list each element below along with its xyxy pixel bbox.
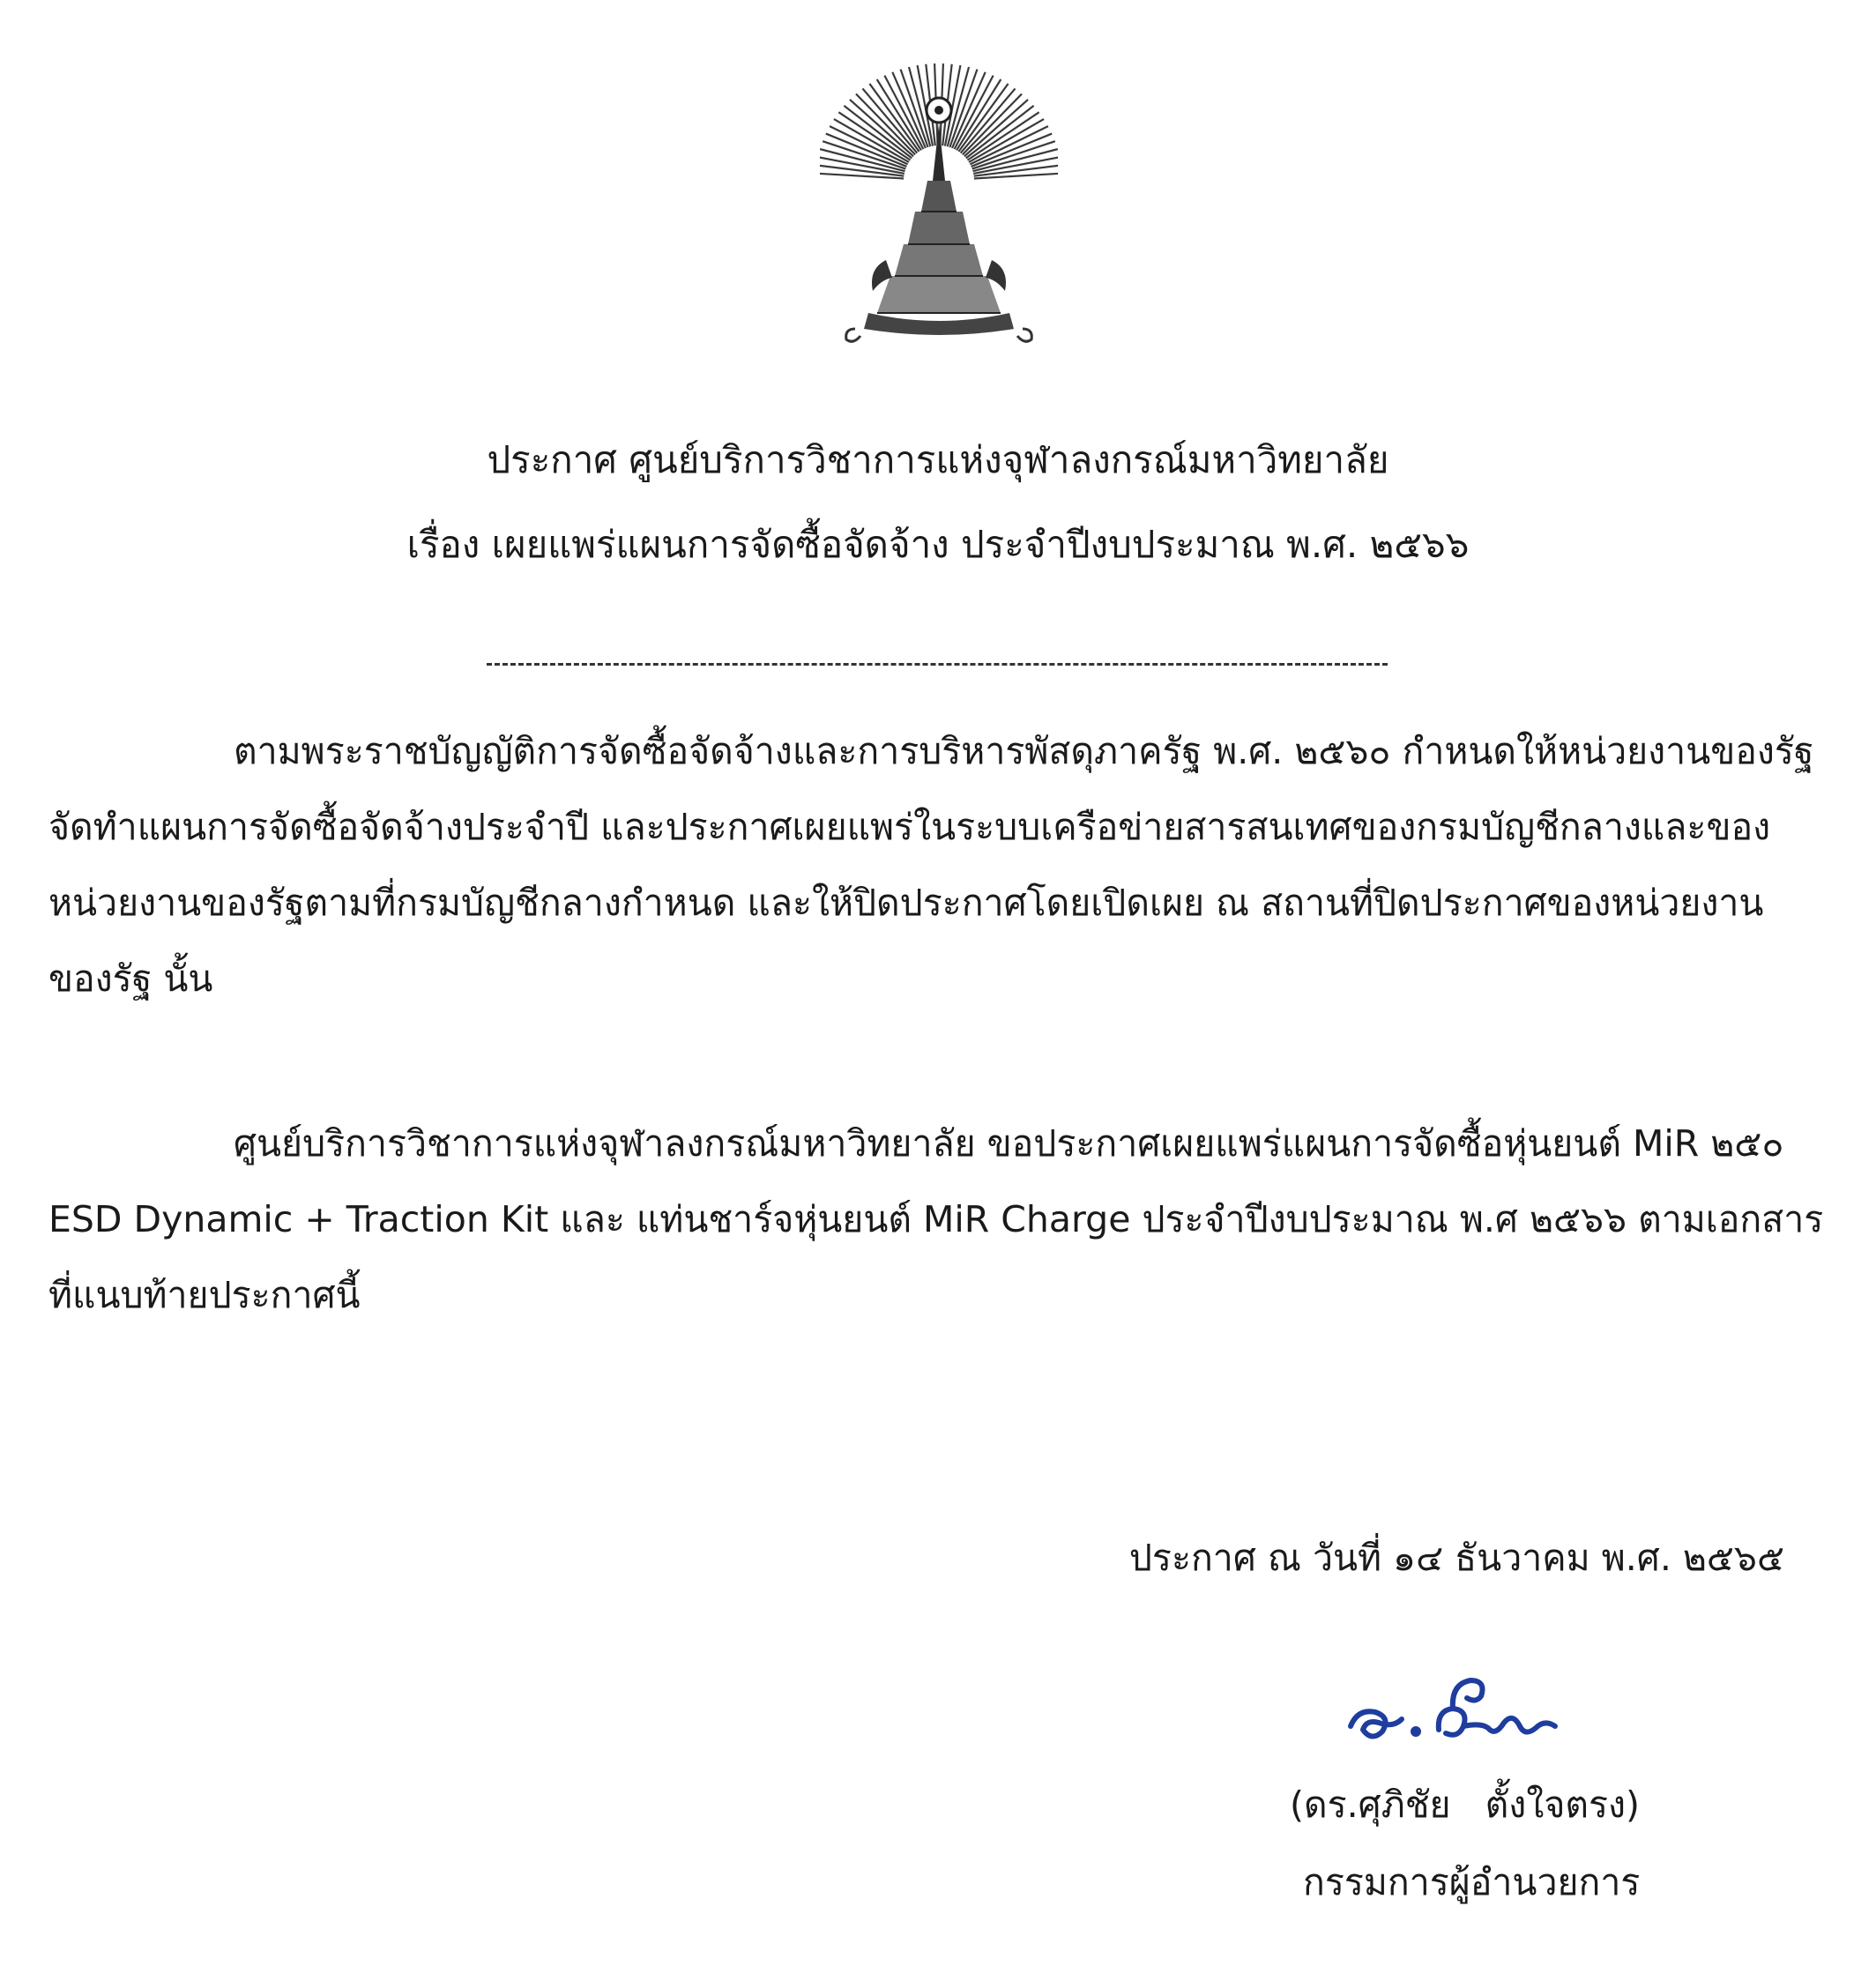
paragraph-2-line-2: ESD Dynamic + Traction Kit และ แท่นชาร์จหุ่นยนต์ MiR Charge ประจำปีงบประมาณ พ.ศ ๒๕๖๖ ตามเอกสาร bbox=[48, 1198, 1824, 1240]
university-emblem-logo bbox=[820, 48, 1058, 357]
divider-line bbox=[487, 663, 1388, 666]
announcement-date: ประกาศ ณ วันที่ ๑๔ ธันวาคม พ.ศ. ๒๕๖๕ bbox=[1128, 1537, 1784, 1579]
paragraph-1-line-3: หน่วยงานของรัฐตามที่กรมบัญชีกลางกำหนด และให้ปิดประกาศโดยเปิดเผย ณ สถานที่ปิดประกาศของหน่วยงาน bbox=[48, 882, 1764, 924]
paragraph-2-line-3: ที่แนบท้ายประกาศนี้ bbox=[48, 1274, 361, 1316]
announcement-title: ประกาศ ศูนย์บริการวิชาการแห่งจุฬาลงกรณ์มหาวิทยาลัย bbox=[487, 438, 1389, 481]
signer-position: กรรมการผู้อำนวยการ bbox=[1303, 1861, 1641, 1903]
handwritten-signature bbox=[1340, 1657, 1569, 1754]
paragraph-1-line-4: ของรัฐ นั้น bbox=[48, 957, 213, 1000]
paragraph-1-line-2: จัดทำแผนการจัดซื้อจัดจ้างประจำปี และประกาศเผยแพร่ในระบบเครือข่ายสารสนเทศของกรมบัญชีกลางและของ bbox=[48, 806, 1771, 848]
announcement-subject: เรื่อง เผยแพร่แผนการจัดซื้อจัดจ้าง ประจำปีงบประมาณ พ.ศ. ๒๕๖๖ bbox=[406, 523, 1470, 566]
paragraph-2-line-1: ศูนย์บริการวิชาการแห่งจุฬาลงกรณ์มหาวิทยาลัย ขอประกาศเผยแพร่แผนการจัดซื้อหุ่นยนต์ MiR ๒๕๐ bbox=[234, 1122, 1784, 1165]
paragraph-1-line-1: ตามพระราชบัญญัติการจัดซื้อจัดจ้างและการบริหารพัสดุภาครัฐ พ.ศ. ๒๕๖๐ กำหนดให้หน่วยงานของรัฐ bbox=[234, 730, 1814, 772]
signer-name: (ดร.ศุภิชัย ตั้งใจตรง) bbox=[1290, 1784, 1641, 1826]
